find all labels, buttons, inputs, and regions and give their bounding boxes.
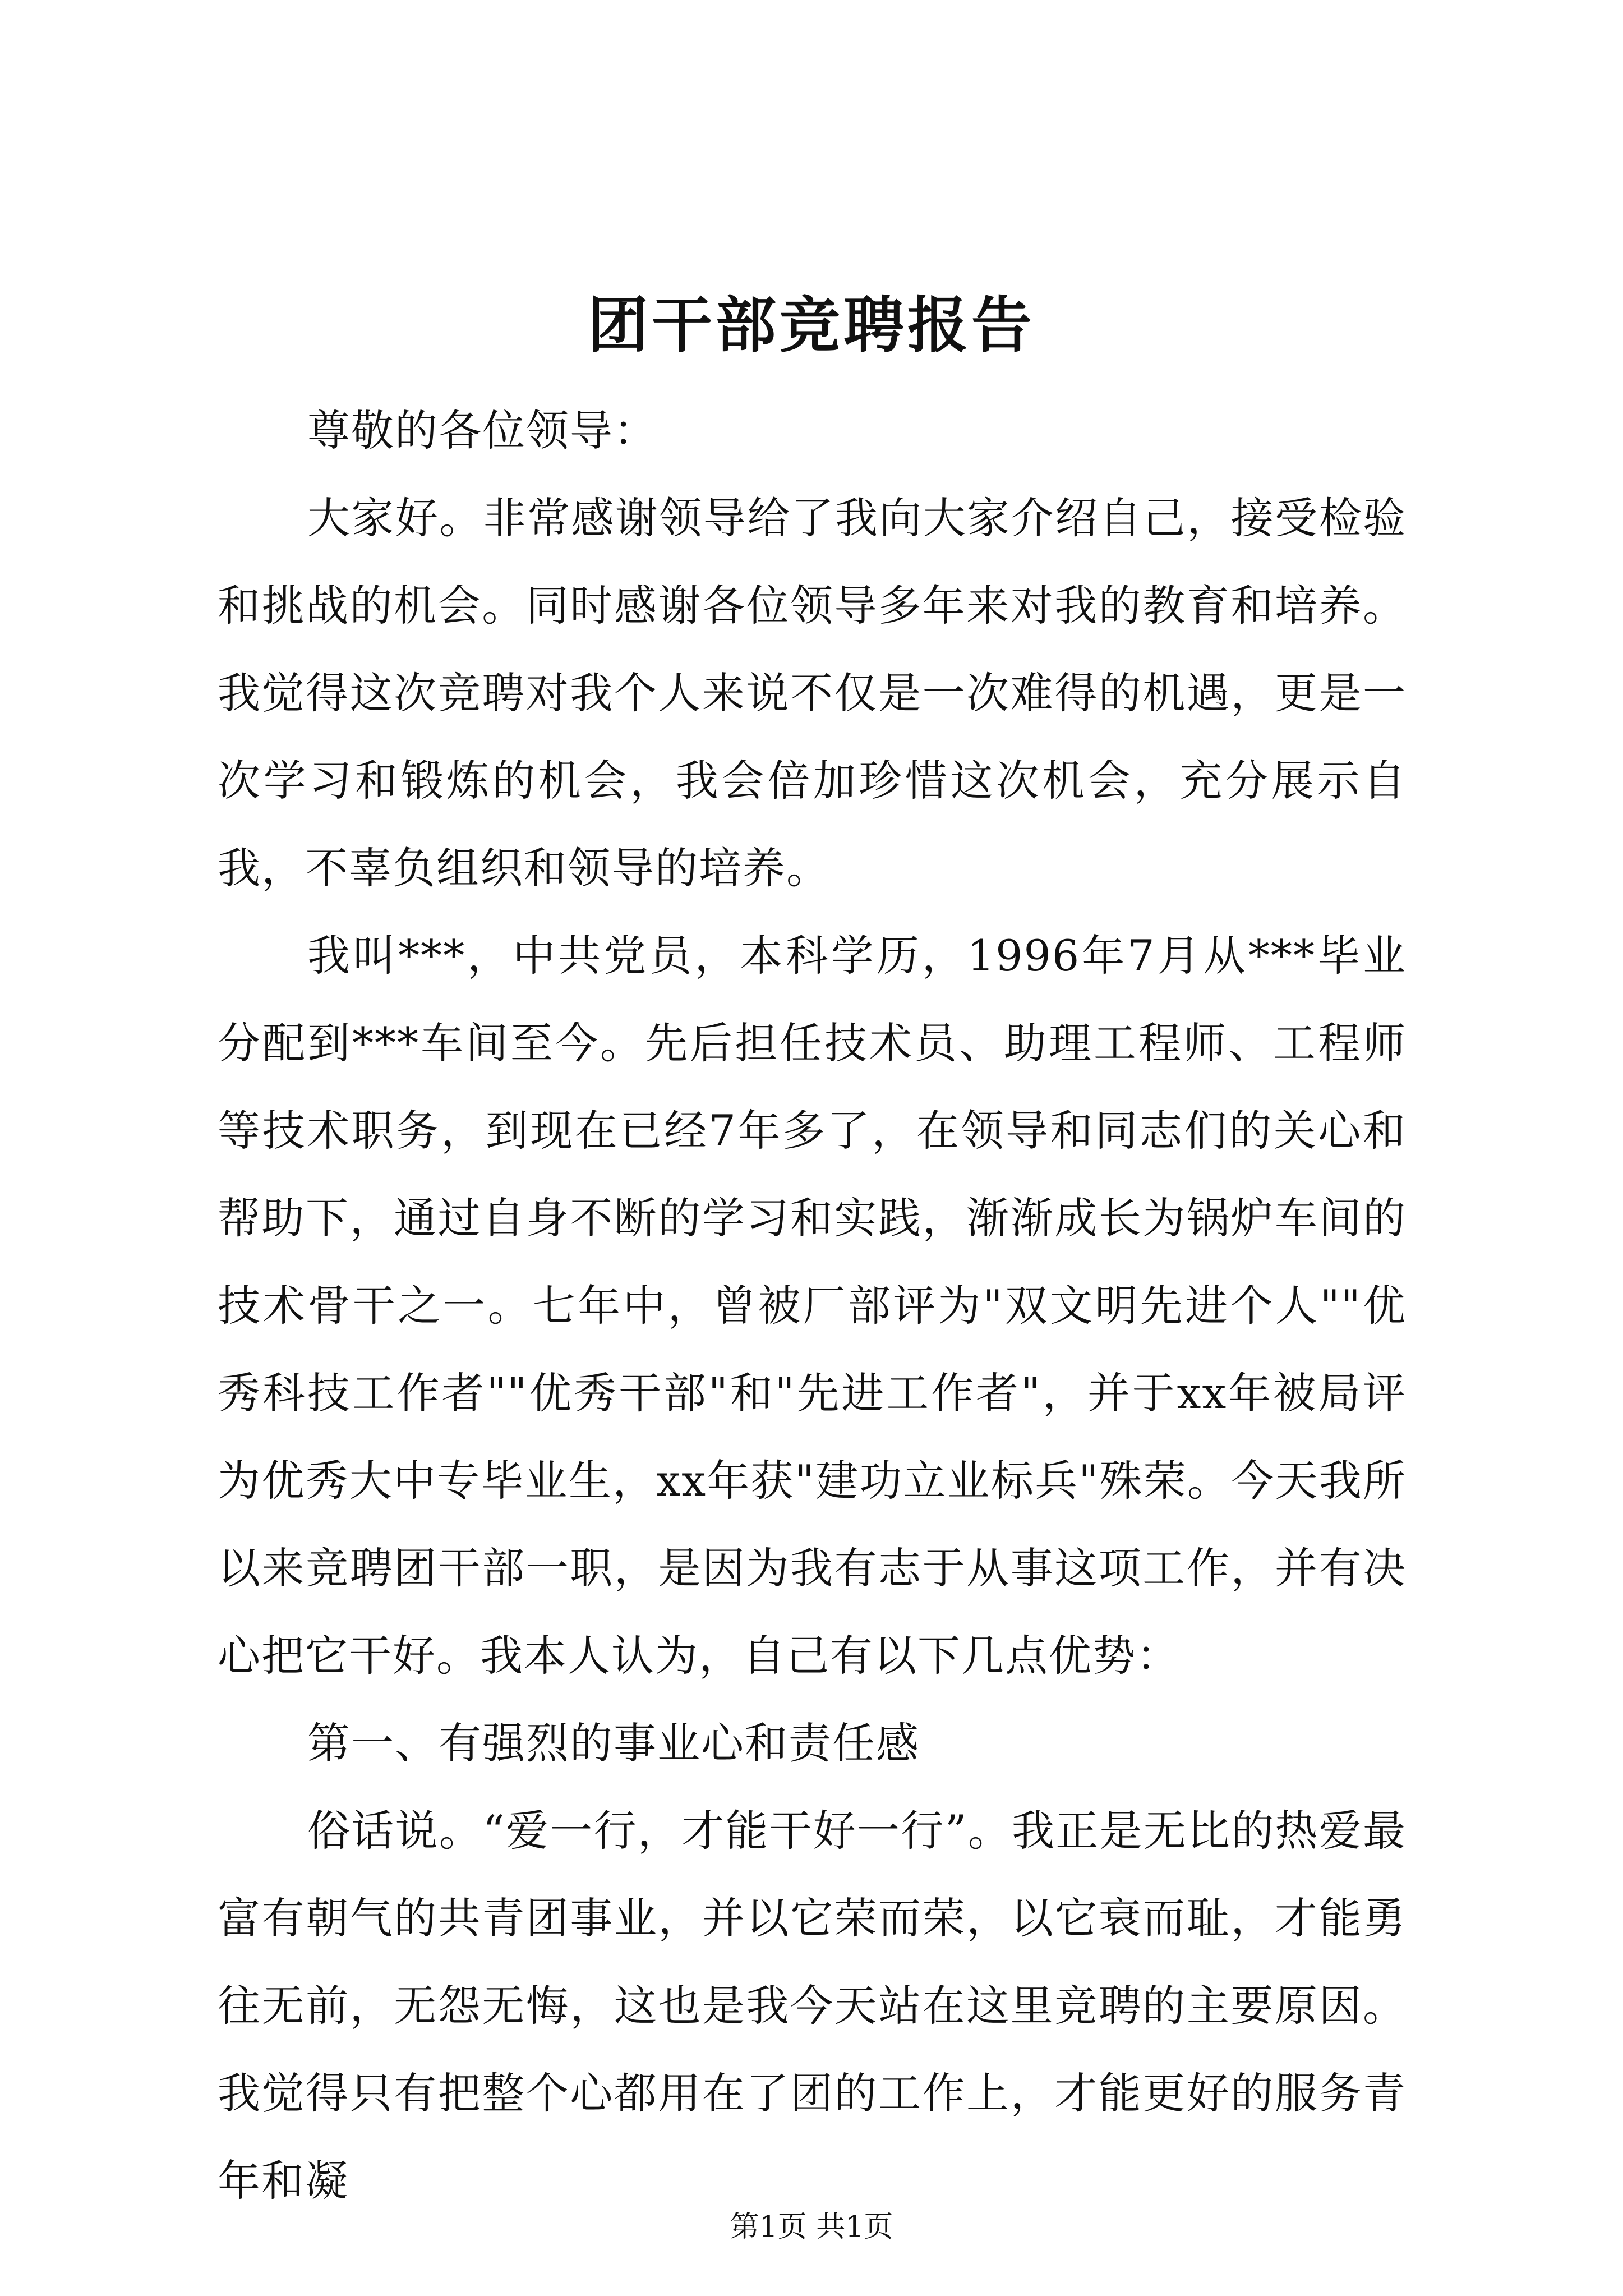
greeting-paragraph: 大家好。非常感谢领导给了我向大家介绍自己，接受检验和挑战的机会。同时感谢各位领导多年来对我的教育和培养。我觉得这次竞聘对我个人来说不仅是一次难得的机遇，更是一次学习和锻炼的机会，我会倍加珍惜这次机会，充分展示自我，不辜负组织和领导的培养。 <box>218 493 1407 893</box>
section-1-paragraph: 俗话说。“爱一行，才能干好一行”。我正是无比的热爱最富有朝气的共青团事业，并以它荣而荣，以它衰而耻，才能勇往无前，无怨无悔，这也是我今天站在这里竞聘的主要原因。我觉得只有把整个心都用在了团的工作上，才能更好的服务青年和凝 <box>218 1806 1407 2206</box>
page-footer: 第1页 共1页 <box>730 2210 893 2244</box>
section-heading-1: 第一、有强烈的事业心和责任感 <box>307 1718 920 1768</box>
document-body <box>218 387 1407 2225</box>
salutation-paragraph: 尊敬的各位领导： <box>307 406 657 455</box>
document-title: 团干部竞聘报告 <box>587 290 1035 361</box>
self-introduction-paragraph: 我叫***，中共党员，本科学历，1996年7月从***毕业分配到***车间至今。先后担任技术员、助理工程师、工程师等技术职务，到现在已经7年多了，在领导和同志们的关心和帮助下，通过自身不断的学习和实践，渐渐成长为锅炉车间的技术骨干之一。七年中，曾被厂部评为"双文明先进个人""优秀科技工作者""优秀干部"和"先进工作者"，并于xx年被局评为优秀大中专毕业生，xx年获"建功立业标兵"殊荣。今天我所以来竞聘团干部一职，是因为我有志于从事这项工作，并有决心把它干好。我本人认为，自己有以下几点优势： <box>218 931 1407 1681</box>
